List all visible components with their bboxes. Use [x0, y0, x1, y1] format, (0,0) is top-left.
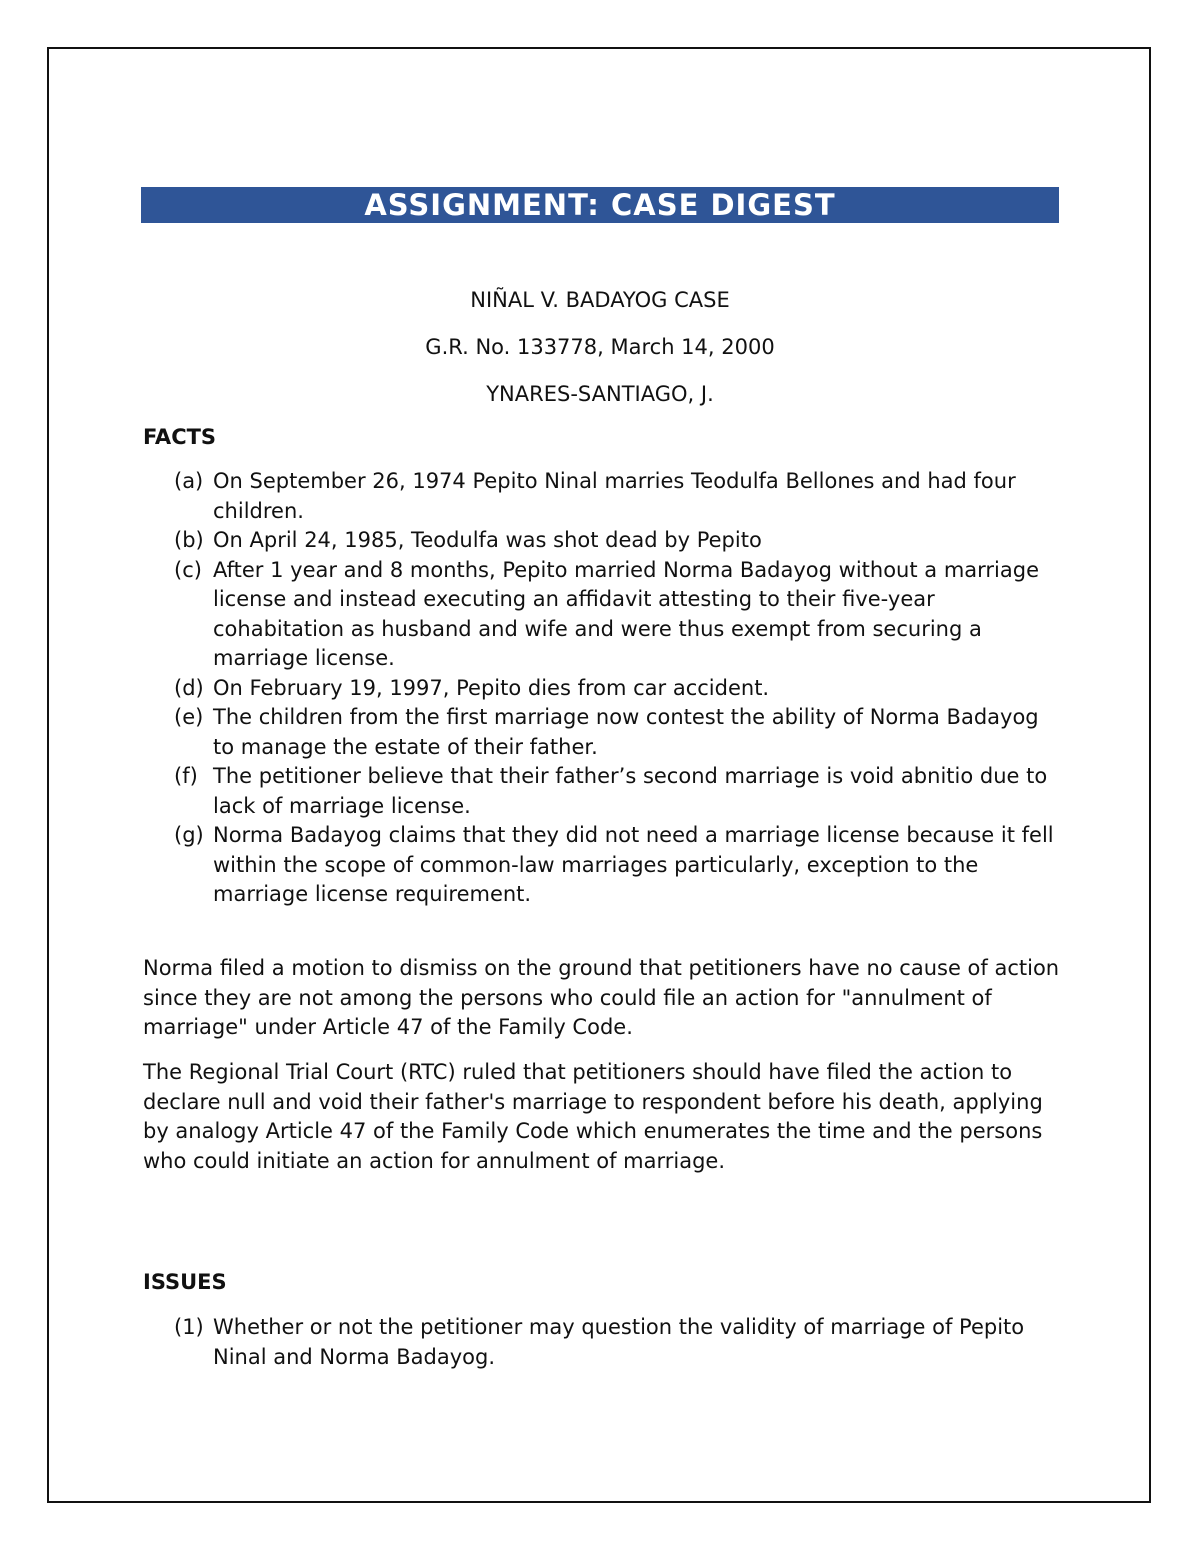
- list-item-text: After 1 year and 8 months, Pepito married Norma Badayog without a marriage license and instead executing an affidavit attesting to their five-year cohabitation as husband and wife and were thus exempt from securing a marriage license.: [213, 557, 1039, 670]
- list-marker: (1): [174, 1315, 204, 1339]
- list-marker: (g): [174, 823, 204, 847]
- list-marker: (f): [174, 764, 198, 788]
- list-item-text: On September 26, 1974 Pepito Ninal marries Teodulfa Bellones and had four children.: [213, 469, 1016, 523]
- list-item-text: On April 24, 1985, Teodulfa was shot dead by Pepito: [213, 528, 762, 552]
- case-title: NIÑAL V. BADAYOG CASE: [470, 288, 730, 312]
- list-marker: (c): [174, 557, 202, 582]
- list-item: [174, 467, 1064, 526]
- facts-list: [174, 467, 1064, 910]
- list-item-text: Whether or not the petitioner may question the validity of marriage of Pepito Ninal and Norma Badayog.: [213, 1315, 1025, 1369]
- issues-heading: ISSUES: [143, 1270, 227, 1294]
- facts-heading: FACTS: [143, 425, 217, 449]
- list-marker: (e): [174, 705, 204, 729]
- list-item: [174, 762, 1064, 821]
- document-title-banner: ASSIGNMENT: CASE DIGEST: [141, 187, 1059, 223]
- case-number: G.R. No. 133778, March 14, 2000: [425, 335, 775, 359]
- list-item: [174, 1313, 1064, 1372]
- list-item-text: The children from the first marriage now contest the ability of Norma Badayog to manage the estate of their father.: [213, 705, 1039, 759]
- paragraph-rtc-ruling: The Regional Trial Court (RTC) ruled that petitioners should have filed the action to declare null and void their father's marriage to respondent before his death, applying by analogy Article 47 of the Family Code which enumerates the time and the persons who could initiate an action for annulment of marriage.: [143, 1060, 1043, 1173]
- list-marker: (b): [174, 528, 204, 552]
- list-item-text: On February 19, 1997, Pepito dies from car accident.: [213, 675, 770, 700]
- list-marker: (d): [174, 675, 204, 700]
- list-item: [174, 703, 1064, 762]
- list-marker: (a): [174, 469, 204, 493]
- list-item: [174, 821, 1064, 910]
- paragraph-motion-to-dismiss: Norma filed a motion to dismiss on the ground that petitioners have no cause of action since they are not among the persons who could file an action for "annulment of marriage" under Article 47 of the Family Code.: [143, 956, 1060, 1039]
- issues-list: [174, 1313, 1064, 1372]
- list-item: [174, 526, 1064, 556]
- list-item-text: The petitioner believe that their father’s second marriage is void abnitio due to lack of marriage license.: [213, 764, 1048, 818]
- list-item: [174, 674, 1064, 704]
- ponente: YNARES-SANTIAGO, J.: [486, 382, 714, 406]
- list-item-text: Norma Badayog claims that they did not need a marriage license because it fell within the scope of common-law marriages particularly, exception to the marriage license requirement.: [213, 823, 1054, 906]
- list-item: [174, 556, 1064, 674]
